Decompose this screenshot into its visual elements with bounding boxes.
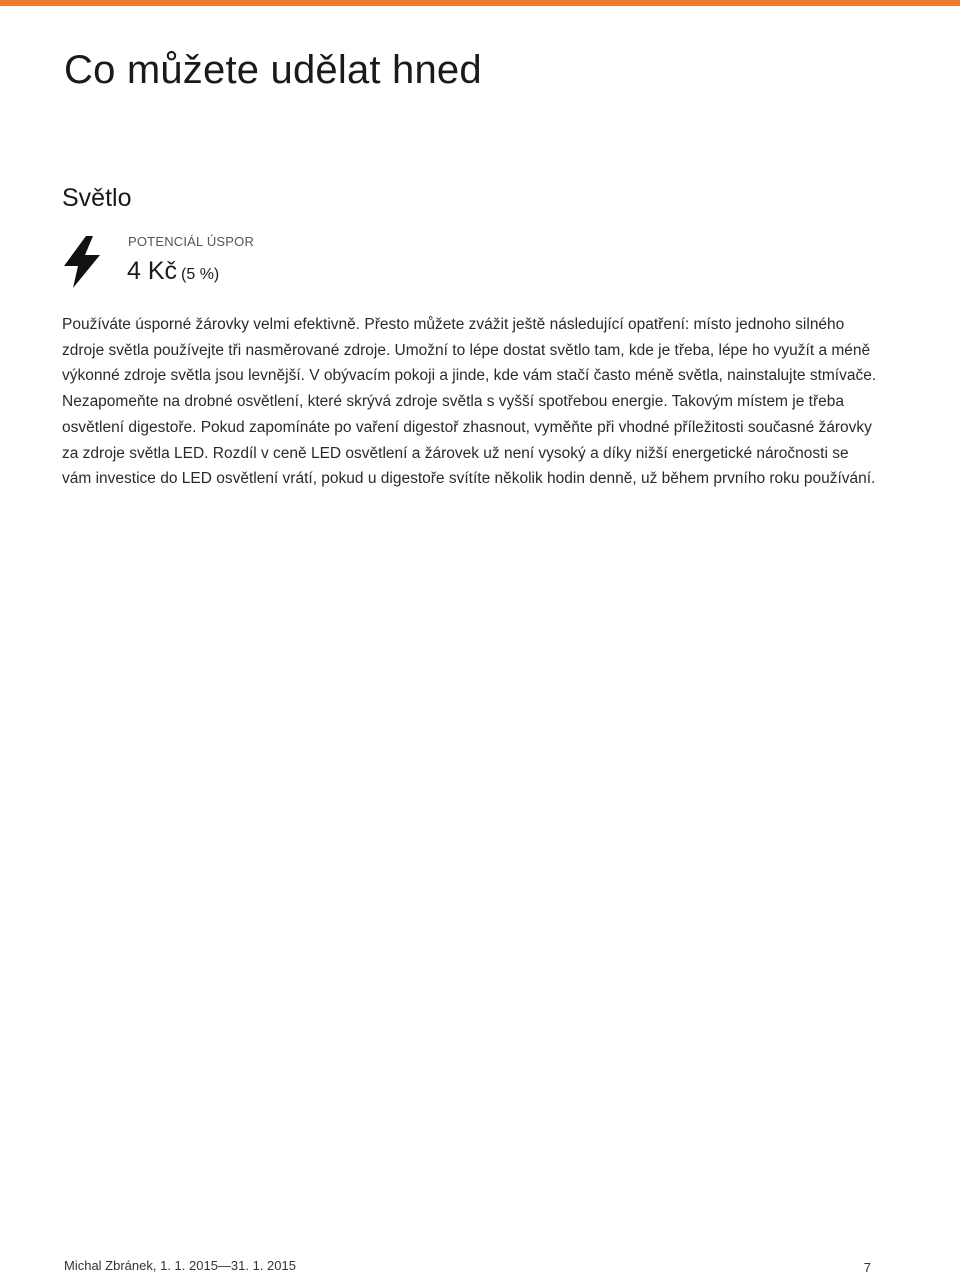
- section-title: Světlo: [62, 184, 132, 212]
- body-paragraph: Nezapomeňte na drobné osvětlení, které skrývá zdroje světla s vyšší spotřebou energie. Takovým místem je třeba osvětlení digestoře. Pokud zapomínáte po vaření digestoř zhasnout, vyměňte při vhodné příležitosti současné žárovky za zdroje světla LED. Rozdíl v ceně LED osvětlení a žárovek už není vysoký a díky nižší energetické náročnosti se vám investice do LED osvětlení vrátí, pokud u digestoře svítíte několik hodin denně, už během prvního roku používání.: [62, 393, 876, 488]
- lightning-bolt-icon: [62, 236, 102, 288]
- section-body: [62, 312, 882, 492]
- body-paragraph: Používáte úsporné žárovky velmi efektivně. Přesto můžete zvážit ještě následující opatření: místo jednoho silného zdroje světla používejte tři nasměrované zdroje. Umožní to lépe dostat světlo tam, kde je třeba, lépe ho využít a méně výkonné zdroje světla jsou levnější. V obývacím pokoji a jinde, kde vám stačí často méně světla, nainstalujte stmívače.: [62, 316, 877, 385]
- top-accent-bar: [0, 0, 960, 6]
- savings-amount: 4 Kč: [127, 257, 178, 285]
- savings-percent: (5 %): [181, 266, 220, 283]
- footer-author-period: Michal Zbránek, 1. 1. 2015—31. 1. 2015: [64, 1258, 296, 1273]
- savings-potential-label: POTENCIÁL ÚSPOR: [128, 234, 255, 249]
- page-title: Co můžete udělat hned: [64, 48, 482, 92]
- savings-potential-value: [127, 255, 219, 291]
- page-number: 7: [863, 1260, 871, 1275]
